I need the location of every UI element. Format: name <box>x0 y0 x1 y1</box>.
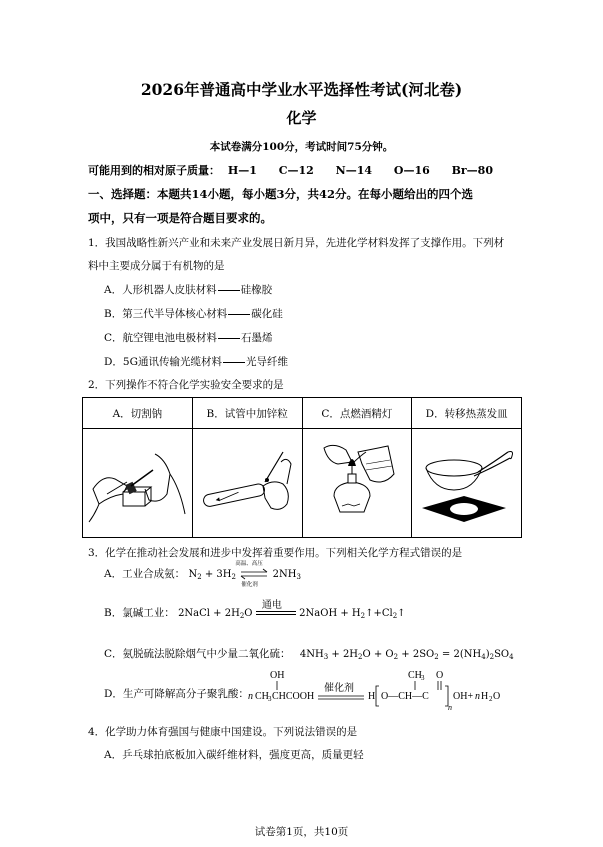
q3-a-condition-top: 高温、高压 <box>235 561 263 567</box>
q2-moving-dish-illustration <box>412 429 522 538</box>
q3-option-d-label: D．生产可降解高分子聚乳酸： <box>104 688 249 700</box>
q1-option-c-post: 石墨烯 <box>241 332 273 344</box>
q3-option-b-label: B．氯碱工业： <box>104 607 175 619</box>
svg-text:n: n <box>448 703 452 712</box>
q1-stem-line1: 1．我国战略性新兴产业和未来产业发展日新月异，先进化学材料发挥了支撑作用。下列材 <box>88 237 505 249</box>
q4-stem: 4．化学助力体育强国与健康中国建设。下列说法错误的是 <box>88 726 358 738</box>
svg-text:CHCOOH: CHCOOH <box>272 691 315 702</box>
q3-option-b-equation: 2NaCl + $2H_2O$ <box>178 608 253 620</box>
q1-option-d-pre: D．5G通讯传输光缆材料 <box>104 356 222 368</box>
svg-text:n: n <box>248 691 253 702</box>
svg-text:2: 2 <box>489 695 493 703</box>
q2-adding-zinc-illustration <box>192 429 302 538</box>
q1-option-c[interactable] <box>104 330 273 345</box>
test-tube-icon <box>195 434 300 529</box>
q3-option-d-equation <box>248 670 518 718</box>
q1-option-a[interactable] <box>104 282 272 297</box>
page-footer: 试卷第1页，共10页 <box>254 826 349 838</box>
svg-text:O: O <box>436 670 444 681</box>
atomic-mass-item: C—12 <box>278 164 314 177</box>
q3-option-a[interactable]: A．工业合成氨： $N_2 + 3H_2$ 高温、高压 催化剂 $2NH_3$ <box>104 561 301 588</box>
q3-d-condition: 催化剂 <box>324 683 354 694</box>
q1-option-c-pre: C．航空锂电池电极材料 <box>104 332 218 344</box>
q2-option-b-label[interactable]: B．试管中加锌粒 <box>192 398 302 429</box>
q4-option-a[interactable]: A．乒乓球拍底板加入碳纤维材料，强度更高，质量更轻 <box>104 749 364 761</box>
q2-lighting-lamp-illustration <box>302 429 412 538</box>
atomic-masses-label: 可能用到的相对原子质量： <box>88 164 220 177</box>
q2-option-c-label[interactable]: C．点燃酒精灯 <box>302 398 412 429</box>
q3-b-condition: 通电 <box>261 600 282 611</box>
q1-option-a-pre: A．人形机器人皮肤材料 <box>104 284 217 296</box>
q3-stem: 3．化学在推动社会发展和进步中发挥着重要作用。下列相关化学方程式错误的是 <box>88 547 463 559</box>
exam-title: 2026年普通高中学业水平选择性考试(河北卷) <box>140 80 463 99</box>
q1-option-b-pre: B．第三代半导体核心材料 <box>104 308 228 320</box>
atomic-masses <box>88 162 511 178</box>
q1-stem-line2: 料中主要成分属于有机物的是 <box>88 260 225 272</box>
q2-cutting-sodium-illustration <box>83 429 193 538</box>
atomic-mass-item: N—14 <box>335 164 373 177</box>
q1-option-d-post: 光导纤维 <box>246 356 288 368</box>
q1-option-b-post: 碳化硅 <box>251 308 283 320</box>
subject-title: 化学 <box>286 109 317 127</box>
q2-stem: 2．下列操作不符合化学实验安全要求的是 <box>88 379 284 391</box>
svg-text:OH: OH <box>270 670 285 681</box>
svg-text:O: O <box>493 691 501 702</box>
q3-option-b[interactable]: B．氯碱工业： 2NaCl + $2H_2O$ 通电 2NaOH + $H_2↑+Cl_2↑$ <box>104 605 406 620</box>
section-heading-line1: 一、选择题：本题共14小题，每小题3分，共42分。在每小题给出的四个选 <box>88 187 474 201</box>
q1-option-a-post: 硅橡胶 <box>240 284 273 296</box>
atomic-mass-item: Br—80 <box>451 164 493 177</box>
svg-text:H: H <box>368 691 376 702</box>
q2-option-d-label[interactable]: D．转移热蒸发皿 <box>412 398 522 429</box>
section-heading-line2: 项中，只有一项是符合题目要求的。 <box>88 211 272 225</box>
svg-text:CH: CH <box>408 670 422 681</box>
cutting-sodium-icon <box>85 434 190 529</box>
atomic-mass-item: O—16 <box>393 164 430 177</box>
svg-text:n: n <box>475 691 480 702</box>
q3-option-c[interactable] <box>104 646 514 661</box>
evaporating-dish-icon <box>414 434 519 529</box>
reversible-arrow-icon <box>235 561 269 588</box>
svg-text:O—CH—C: O—CH—C <box>381 691 429 702</box>
q2-option-a-label[interactable]: A．切割钠 <box>83 398 193 429</box>
alcohol-lamp-icon <box>304 434 409 529</box>
q3-option-c-equation: $4NH_3 + 2H_2O + O_2 + 2SO_2 = 2(NH_4)_2SO_4$ <box>299 649 514 661</box>
svg-text:H: H <box>481 691 489 702</box>
q3-option-a-label: A．工业合成氨： <box>104 568 186 580</box>
svg-text:3: 3 <box>268 695 272 703</box>
q2-options-table <box>82 397 522 538</box>
atomic-mass-item: H—1 <box>227 164 257 177</box>
q3-a-condition-bottom: 催化剂 <box>241 582 258 588</box>
q1-option-b[interactable] <box>104 306 283 321</box>
q3-option-d[interactable] <box>104 686 249 701</box>
q1-option-d[interactable] <box>104 354 288 369</box>
svg-text:OH+: OH+ <box>453 691 474 702</box>
exam-note: 本试卷满分100分，考试时间75分钟。 <box>209 141 394 153</box>
q3-option-a-equation: $N_2 + 3H_2$ <box>188 569 236 581</box>
svg-text:CH: CH <box>255 691 269 702</box>
svg-text:3: 3 <box>421 674 425 682</box>
q3-option-c-label: C．氨脱硫法脱除烟气中少量二氧化硫： <box>104 648 291 660</box>
